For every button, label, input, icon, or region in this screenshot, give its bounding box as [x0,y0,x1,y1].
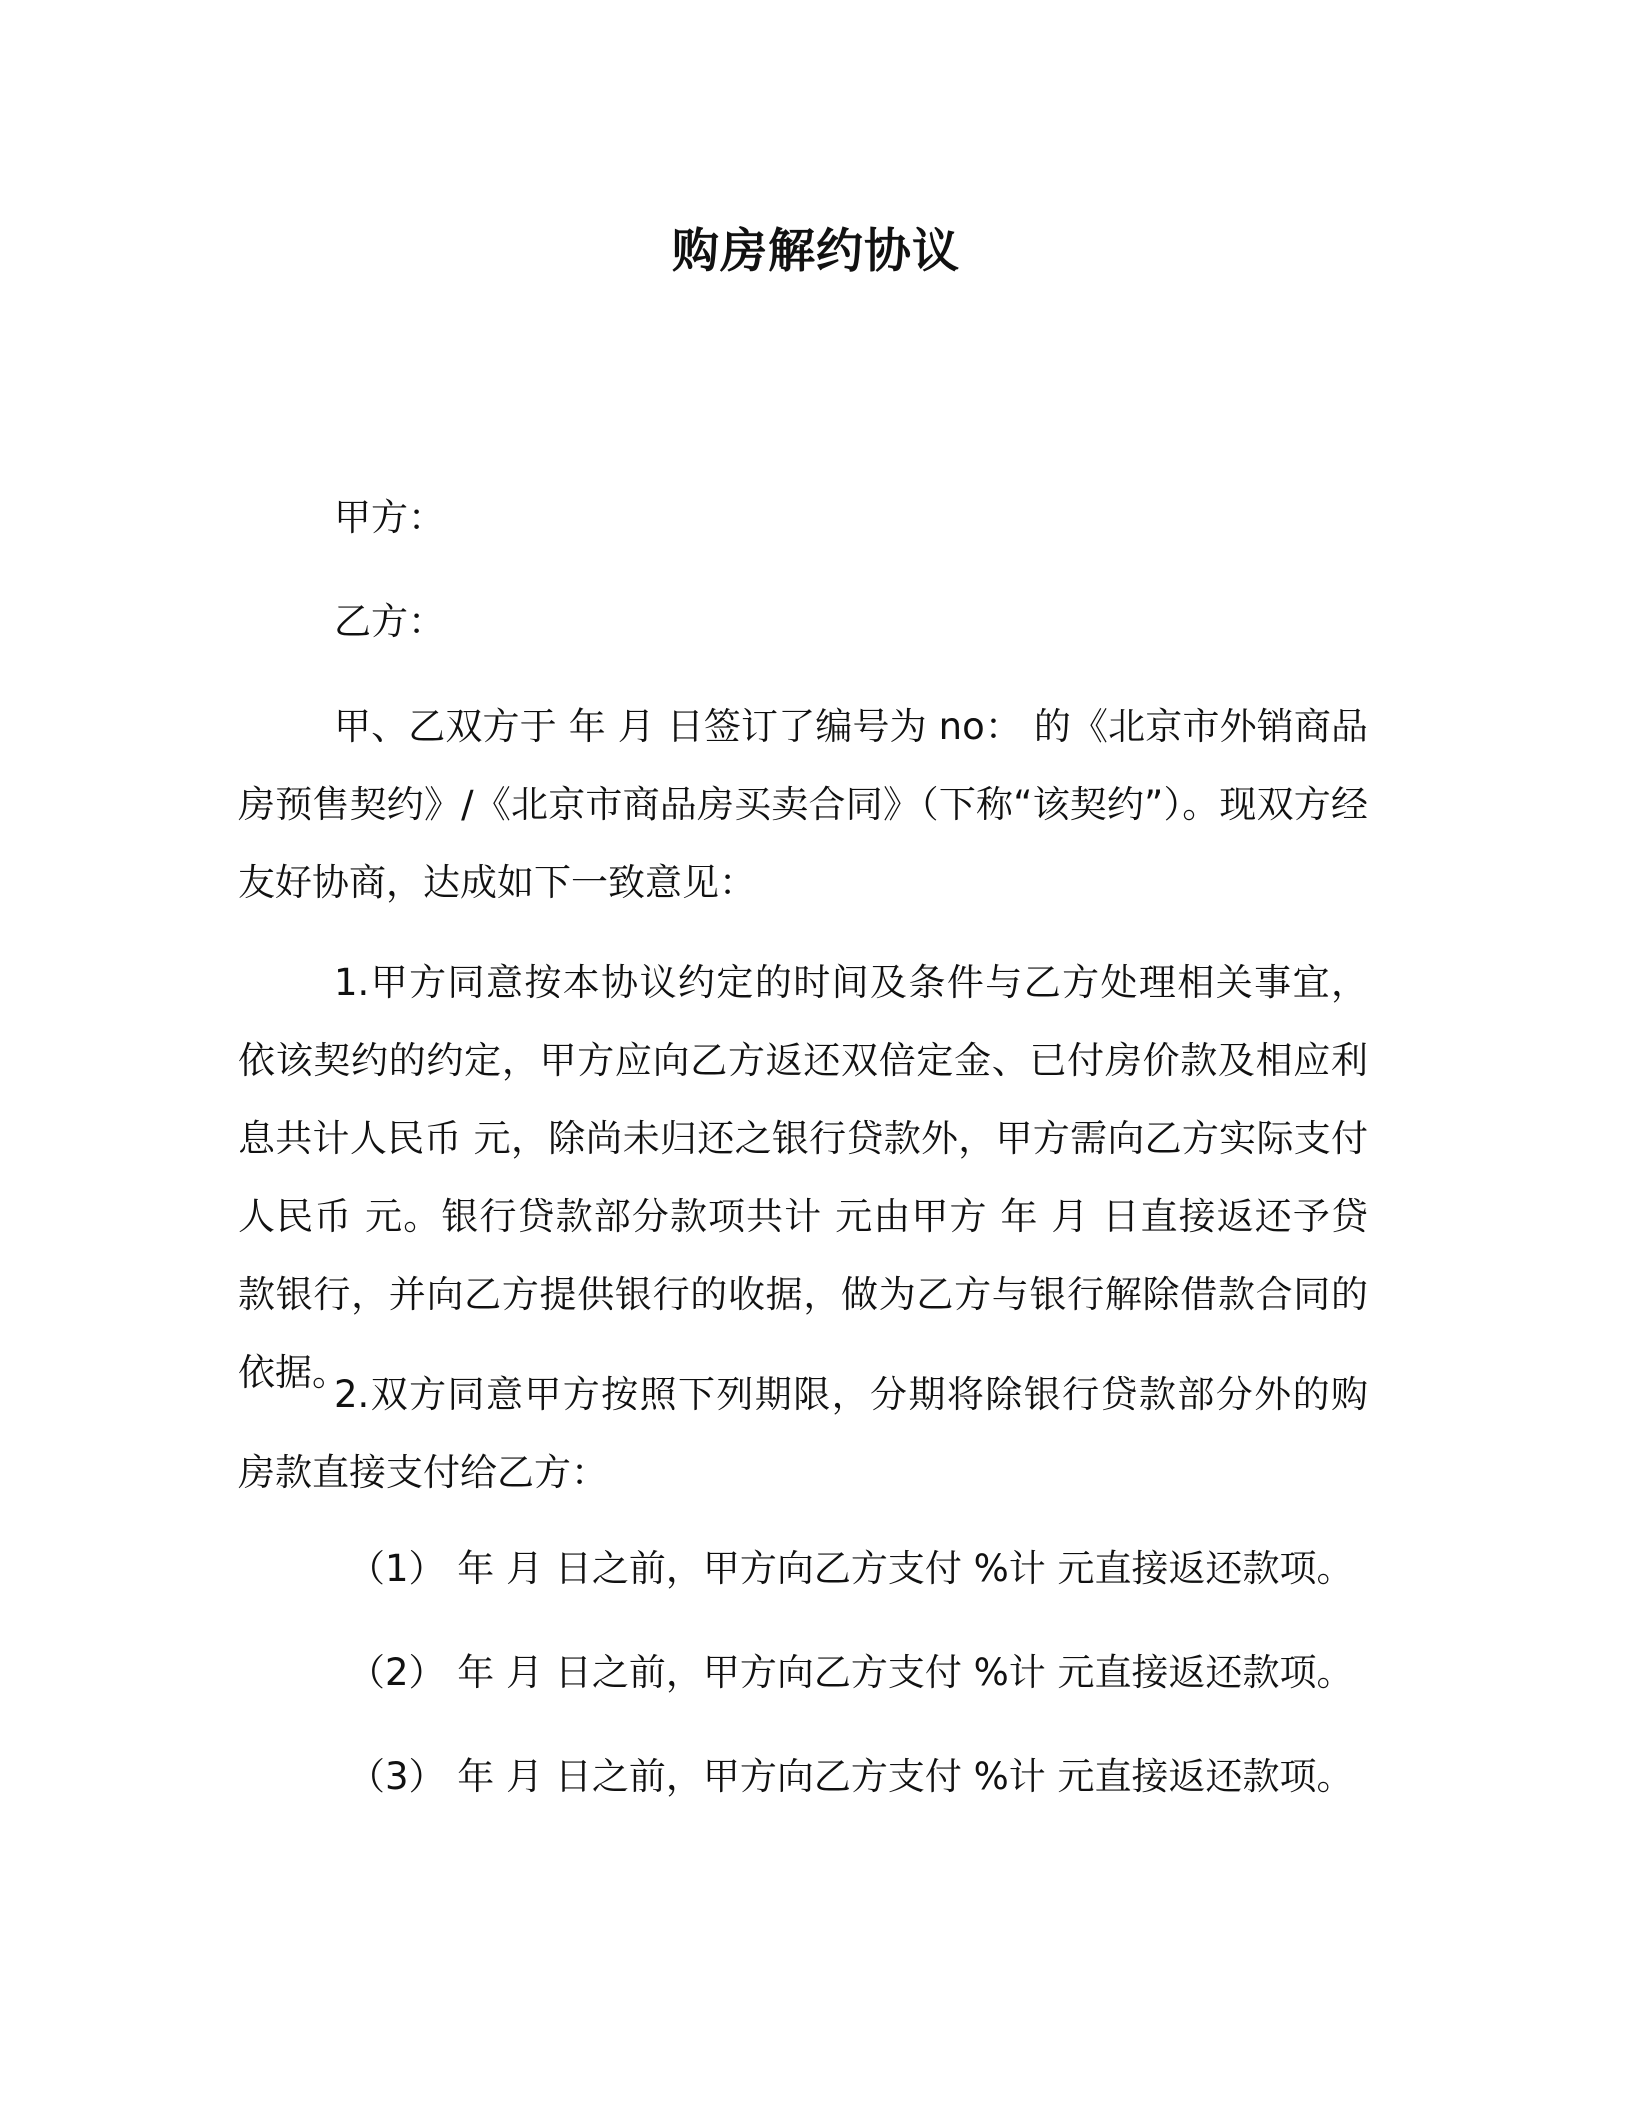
party-a-label: 甲方： [334,496,445,539]
installment-item-1: （1） 年 月 日之前，甲方向乙方支付 %计 元直接返还款项。 [348,1547,1354,1590]
installment-item-3: （3） 年 月 日之前，甲方向乙方支付 %计 元直接返还款项。 [348,1755,1354,1798]
document-title: 购房解约协议 [672,224,960,279]
clause-2-paragraph: 2.双方同意甲方按照下列期限，分期将除银行贷款部分外的购房款直接支付给乙方： [238,1373,1368,1494]
clause-1-paragraph: 1.甲方同意按本协议约定的时间及条件与乙方处理相关事宜，依该契约的约定，甲方应向乙方返还双倍定金、已付房价款及相应利息共计人民币 元，除尚未归还之银行贷款外，甲方需向乙方实际支付人民币 元。银行贷款部分款项共计 元由甲方 年 月 日直接返还予贷款银行，并向乙方提供银行的收据，做为乙方与银行解除借款合同的依据。 [238,961,1368,1394]
intro-paragraph: 甲、乙双方于 年 月 日签订了编号为 no： 的《北京市外销商品房预售契约》/《北京市商品房买卖合同》（下称“该契约”）。现双方经友好协商，达成如下一致意见： [238,705,1368,904]
party-b-label: 乙方： [334,600,445,643]
installment-item-2: （2） 年 月 日之前，甲方向乙方支付 %计 元直接返还款项。 [348,1651,1354,1694]
